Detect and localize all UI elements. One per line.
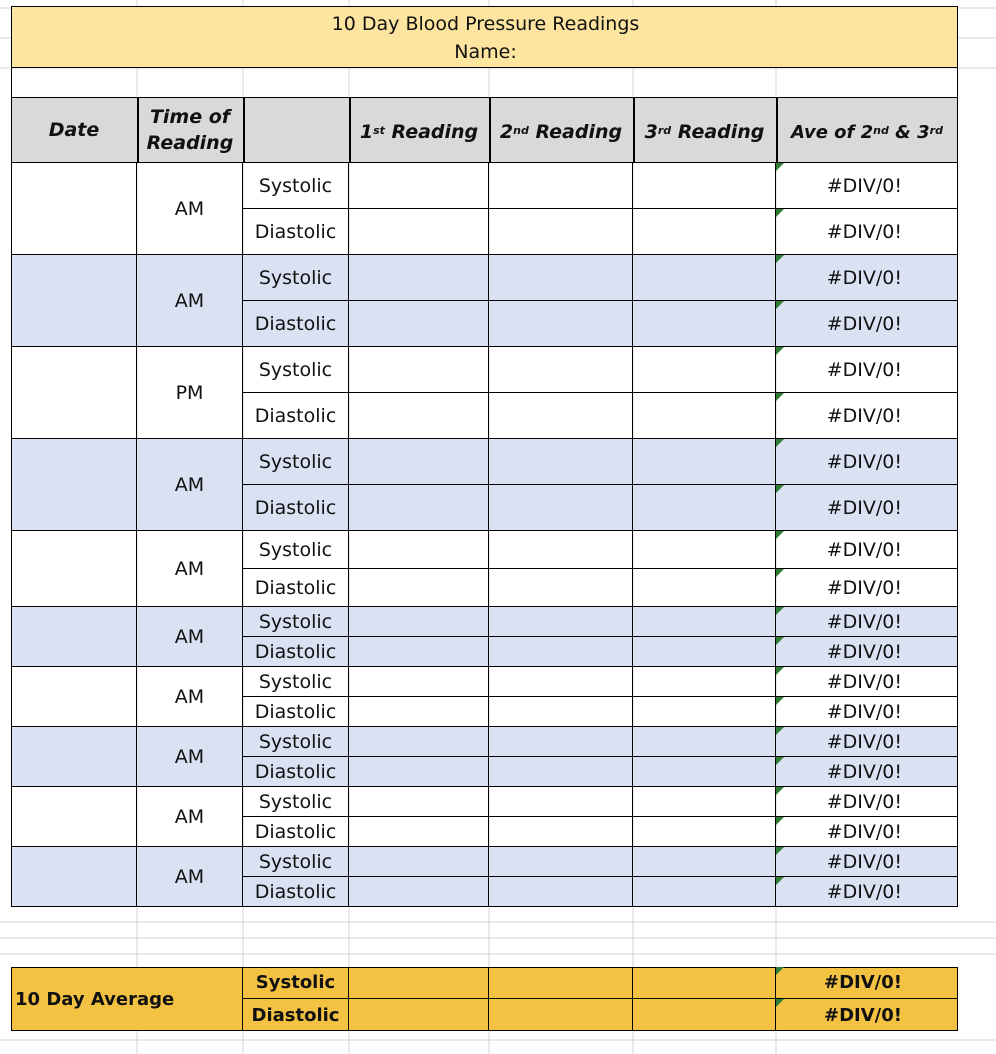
reading-1-diastolic-cell[interactable] [349, 209, 489, 255]
diastolic-label-cell [243, 393, 349, 439]
formula-comment-marker-icon [776, 607, 784, 615]
reading-3-systolic-cell[interactable] [633, 847, 776, 877]
time-of-reading-value: AM [174, 558, 205, 580]
reading-2-systolic-cell[interactable] [489, 787, 633, 817]
reading-3-diastolic-cell[interactable] [633, 485, 776, 531]
summary-systolic-label: Systolic [255, 972, 336, 993]
diastolic-label-cell [243, 817, 349, 847]
systolic-label-cell [243, 347, 349, 393]
average-systolic-value: #DIV/0! [826, 538, 902, 561]
date-cell[interactable] [11, 667, 137, 727]
formula-comment-marker-icon [776, 255, 784, 263]
reading-2-diastolic-cell[interactable] [489, 393, 633, 439]
average-systolic-value: #DIV/0! [826, 174, 902, 197]
reading-2-systolic-cell[interactable] [489, 163, 633, 209]
diastolic-label: Diastolic [254, 821, 337, 843]
formula-comment-marker-icon [776, 209, 784, 217]
date-cell[interactable] [11, 787, 137, 847]
formula-comment-marker-icon [776, 697, 784, 705]
diastolic-label: Diastolic [254, 221, 337, 243]
reading-1-systolic-cell[interactable] [349, 727, 489, 757]
time-of-reading-cell[interactable] [137, 531, 243, 607]
date-cell[interactable] [11, 607, 137, 667]
average-diastolic-value: #DIV/0! [826, 701, 902, 723]
time-of-reading-cell[interactable] [137, 787, 243, 847]
summary-average-diastolic-value: #DIV/0! [824, 1004, 902, 1026]
reading-2-systolic-cell[interactable] [489, 847, 633, 877]
systolic-label: Systolic [258, 358, 333, 381]
systolic-label-cell [243, 667, 349, 697]
formula-comment-marker-icon [776, 877, 784, 885]
average-systolic-cell[interactable] [776, 847, 958, 877]
reading-2-systolic-cell[interactable] [489, 255, 633, 301]
formula-comment-marker-icon [776, 439, 784, 447]
blank-row[interactable] [11, 67, 958, 98]
reading-1-diastolic-cell[interactable] [349, 301, 489, 347]
formula-comment-marker-icon [776, 163, 784, 171]
header-time-line1: Time of [149, 106, 231, 128]
time-of-reading-value: AM [174, 806, 205, 828]
header-column-divider [633, 97, 635, 163]
formula-comment-marker-icon [776, 347, 784, 355]
time-of-reading-value: AM [174, 686, 205, 708]
systolic-label-cell [243, 163, 349, 209]
reading-2-diastolic-cell[interactable] [489, 697, 633, 727]
reading-3-systolic-cell[interactable] [633, 255, 776, 301]
reading-3-systolic-cell[interactable] [633, 667, 776, 697]
average-diastolic-value: #DIV/0! [826, 761, 902, 783]
average-systolic-value: #DIV/0! [826, 730, 902, 753]
time-of-reading-value: AM [174, 290, 205, 312]
systolic-label: Systolic [258, 450, 333, 473]
average-diastolic-cell[interactable] [776, 301, 958, 347]
time-of-reading-value: AM [174, 474, 205, 496]
formula-comment-marker-icon [776, 847, 784, 855]
average-systolic-cell[interactable] [776, 347, 958, 393]
header-date [11, 97, 137, 163]
summary-reading-2-diastolic-cell[interactable] [489, 999, 633, 1031]
reading-1-systolic-cell[interactable] [349, 255, 489, 301]
systolic-label: Systolic [258, 670, 333, 693]
reading-1-diastolic-cell[interactable] [349, 817, 489, 847]
summary-reading-3-systolic-cell[interactable] [633, 967, 776, 999]
average-systolic-cell[interactable] [776, 667, 958, 697]
time-of-reading-cell[interactable] [137, 255, 243, 347]
reading-2-systolic-cell[interactable] [489, 607, 633, 637]
average-diastolic-value: #DIV/0! [826, 641, 902, 663]
summary-reading-2-systolic-cell[interactable] [489, 967, 633, 999]
average-systolic-value: #DIV/0! [826, 850, 902, 873]
reading-1-diastolic-cell[interactable] [349, 569, 489, 607]
time-of-reading-cell[interactable] [137, 607, 243, 667]
header-time-line2: Reading [146, 132, 234, 154]
reading-2-systolic-cell[interactable] [489, 531, 633, 569]
reading-2-diastolic-cell[interactable] [489, 877, 633, 907]
average-diastolic-cell[interactable] [776, 569, 958, 607]
reading-1-diastolic-cell[interactable] [349, 485, 489, 531]
time-of-reading-value: PM [175, 382, 204, 404]
diastolic-label-cell [243, 877, 349, 907]
reading-3-systolic-cell[interactable] [633, 439, 776, 485]
header-time-of-reading [137, 97, 243, 163]
average-diastolic-cell[interactable] [776, 877, 958, 907]
reading-2-systolic-cell[interactable] [489, 439, 633, 485]
reading-2-diastolic-cell[interactable] [489, 637, 633, 667]
reading-1-systolic-cell[interactable] [349, 439, 489, 485]
time-of-reading-value: AM [174, 866, 205, 888]
average-systolic-value: #DIV/0! [826, 790, 902, 813]
reading-2-diastolic-cell[interactable] [489, 817, 633, 847]
summary-label-cell [11, 967, 243, 1031]
reading-3-diastolic-cell[interactable] [633, 697, 776, 727]
systolic-label: Systolic [258, 850, 333, 873]
time-of-reading-cell[interactable] [137, 727, 243, 787]
header-column-divider [349, 97, 351, 163]
systolic-label-cell [243, 727, 349, 757]
systolic-label-cell [243, 607, 349, 637]
formula-comment-marker-icon [776, 667, 784, 675]
reading-3-diastolic-cell[interactable] [633, 393, 776, 439]
diastolic-label: Diastolic [254, 641, 337, 663]
average-diastolic-cell[interactable] [776, 817, 958, 847]
average-systolic-value: #DIV/0! [826, 266, 902, 289]
reading-1-diastolic-cell[interactable] [349, 637, 489, 667]
reading-1-systolic-cell[interactable] [349, 347, 489, 393]
summary-average-diastolic-cell[interactable] [776, 999, 958, 1031]
average-diastolic-value: #DIV/0! [826, 313, 902, 335]
header-average: Ave of 2 $^{nd}$ & 3 $^{rd}$ [791, 121, 943, 143]
reading-2-diastolic-cell[interactable] [489, 301, 633, 347]
average-systolic-cell[interactable] [776, 255, 958, 301]
summary-diastolic-label-cell [243, 999, 349, 1031]
reading-3-systolic-cell[interactable] [633, 727, 776, 757]
reading-2-systolic-cell[interactable] [489, 667, 633, 697]
diastolic-label: Diastolic [254, 761, 337, 783]
summary-reading-3-diastolic-cell[interactable] [633, 999, 776, 1031]
sheet-title: 10 Day Blood Pressure Readings [331, 13, 640, 35]
summary-systolic-label-cell [243, 967, 349, 999]
date-cell[interactable] [11, 163, 137, 255]
header-column-divider [137, 97, 139, 163]
reading-3-diastolic-cell[interactable] [633, 569, 776, 607]
diastolic-label: Diastolic [254, 881, 337, 903]
reading-1-systolic-cell[interactable] [349, 847, 489, 877]
average-diastolic-value: #DIV/0! [826, 881, 902, 903]
reading-3-diastolic-cell[interactable] [633, 877, 776, 907]
reading-1-diastolic-cell[interactable] [349, 877, 489, 907]
diastolic-label: Diastolic [254, 497, 337, 519]
systolic-label-cell [243, 787, 349, 817]
time-of-reading-cell[interactable] [137, 163, 243, 255]
average-diastolic-value: #DIV/0! [826, 497, 902, 519]
date-cell[interactable] [11, 531, 137, 607]
reading-1-systolic-cell[interactable] [349, 787, 489, 817]
diastolic-label-cell [243, 697, 349, 727]
reading-3-diastolic-cell[interactable] [633, 637, 776, 667]
average-systolic-cell[interactable] [776, 163, 958, 209]
formula-comment-marker-icon [776, 531, 784, 539]
reading-1-diastolic-cell[interactable] [349, 393, 489, 439]
header-column-divider [489, 97, 491, 163]
systolic-label: Systolic [258, 174, 333, 197]
title-banner [11, 6, 958, 68]
average-diastolic-cell[interactable] [776, 209, 958, 255]
average-diastolic-value: #DIV/0! [826, 577, 902, 599]
formula-comment-marker-icon [776, 817, 784, 825]
diastolic-label: Diastolic [254, 701, 337, 723]
date-cell[interactable] [11, 847, 137, 907]
average-systolic-cell[interactable] [776, 607, 958, 637]
diastolic-label: Diastolic [254, 313, 337, 335]
systolic-label: Systolic [258, 790, 333, 813]
systolic-label: Systolic [258, 730, 333, 753]
average-systolic-cell[interactable] [776, 727, 958, 757]
average-systolic-cell[interactable] [776, 531, 958, 569]
reading-1-diastolic-cell[interactable] [349, 697, 489, 727]
reading-3-diastolic-cell[interactable] [633, 209, 776, 255]
reading-2-diastolic-cell[interactable] [489, 757, 633, 787]
diastolic-label: Diastolic [254, 577, 337, 599]
average-diastolic-value: #DIV/0! [826, 221, 902, 243]
reading-1-diastolic-cell[interactable] [349, 757, 489, 787]
diastolic-label: Diastolic [254, 405, 337, 427]
summary-label: 10 Day Average [15, 988, 175, 1010]
formula-comment-marker-icon [776, 485, 784, 493]
time-of-reading-cell[interactable] [137, 667, 243, 727]
diastolic-label-cell [243, 301, 349, 347]
systolic-label-cell [243, 255, 349, 301]
header-date-label: Date [48, 119, 100, 141]
reading-2-systolic-cell[interactable] [489, 347, 633, 393]
summary-average-systolic-value: #DIV/0! [824, 972, 902, 993]
reading-1-systolic-cell[interactable] [349, 163, 489, 209]
average-systolic-value: #DIV/0! [826, 670, 902, 693]
systolic-label-cell [243, 439, 349, 485]
formula-comment-marker-icon [776, 787, 784, 795]
average-diastolic-cell[interactable] [776, 757, 958, 787]
name-label[interactable]: Name: [454, 41, 517, 63]
diastolic-label-cell [243, 757, 349, 787]
formula-comment-marker-icon [776, 757, 784, 765]
reading-3-systolic-cell[interactable] [633, 163, 776, 209]
formula-comment-marker-icon [776, 999, 784, 1007]
average-systolic-value: #DIV/0! [826, 450, 902, 473]
time-of-reading-value: AM [174, 626, 205, 648]
average-systolic-value: #DIV/0! [826, 610, 902, 633]
time-of-reading-cell[interactable] [137, 347, 243, 439]
time-of-reading-cell[interactable] [137, 847, 243, 907]
header-column-divider [776, 97, 778, 163]
date-cell[interactable] [11, 439, 137, 531]
systolic-label-cell [243, 531, 349, 569]
average-diastolic-cell[interactable] [776, 485, 958, 531]
reading-1-systolic-cell[interactable] [349, 667, 489, 697]
summary-reading-1-systolic-cell[interactable] [349, 967, 489, 999]
diastolic-label-cell [243, 209, 349, 255]
average-diastolic-cell[interactable] [776, 393, 958, 439]
diastolic-label-cell [243, 637, 349, 667]
reading-2-diastolic-cell[interactable] [489, 485, 633, 531]
header-column-divider [243, 97, 245, 163]
reading-3-systolic-cell[interactable] [633, 531, 776, 569]
diastolic-label-cell [243, 485, 349, 531]
reading-1-systolic-cell[interactable] [349, 607, 489, 637]
systolic-label: Systolic [258, 266, 333, 289]
average-diastolic-cell[interactable] [776, 637, 958, 667]
reading-3-diastolic-cell[interactable] [633, 301, 776, 347]
time-of-reading-cell[interactable] [137, 439, 243, 531]
reading-3-systolic-cell[interactable] [633, 787, 776, 817]
time-of-reading-value: AM [174, 746, 205, 768]
summary-diastolic-label: Diastolic [251, 1004, 340, 1026]
reading-2-systolic-cell[interactable] [489, 727, 633, 757]
formula-comment-marker-icon [776, 727, 784, 735]
systolic-label-cell [243, 847, 349, 877]
date-cell[interactable] [11, 347, 137, 439]
formula-comment-marker-icon [776, 569, 784, 577]
reading-1-systolic-cell[interactable] [349, 531, 489, 569]
header-second-reading: 2 $^{nd}$ Reading [499, 121, 623, 143]
average-systolic-cell[interactable] [776, 787, 958, 817]
time-of-reading-value: AM [174, 198, 205, 220]
formula-comment-marker-icon [776, 637, 784, 645]
date-cell[interactable] [11, 255, 137, 347]
reading-2-diastolic-cell[interactable] [489, 209, 633, 255]
header-third-reading: 3 $^{rd}$ Reading [644, 121, 765, 143]
average-systolic-value: #DIV/0! [826, 358, 902, 381]
systolic-label: Systolic [258, 610, 333, 633]
reading-3-systolic-cell[interactable] [633, 607, 776, 637]
diastolic-label-cell [243, 569, 349, 607]
reading-2-diastolic-cell[interactable] [489, 569, 633, 607]
average-diastolic-value: #DIV/0! [826, 821, 902, 843]
reading-3-diastolic-cell[interactable] [633, 757, 776, 787]
reading-3-systolic-cell[interactable] [633, 347, 776, 393]
formula-comment-marker-icon [776, 393, 784, 401]
header-first-reading: 1 $^{st}$ Reading [359, 121, 479, 143]
average-diastolic-value: #DIV/0! [826, 405, 902, 427]
date-cell[interactable] [11, 727, 137, 787]
average-systolic-cell[interactable] [776, 439, 958, 485]
summary-average-systolic-cell[interactable] [776, 967, 958, 999]
formula-comment-marker-icon [776, 967, 784, 975]
systolic-label: Systolic [258, 538, 333, 561]
average-diastolic-cell[interactable] [776, 697, 958, 727]
formula-comment-marker-icon [776, 301, 784, 309]
summary-reading-1-diastolic-cell[interactable] [349, 999, 489, 1031]
reading-3-diastolic-cell[interactable] [633, 817, 776, 847]
